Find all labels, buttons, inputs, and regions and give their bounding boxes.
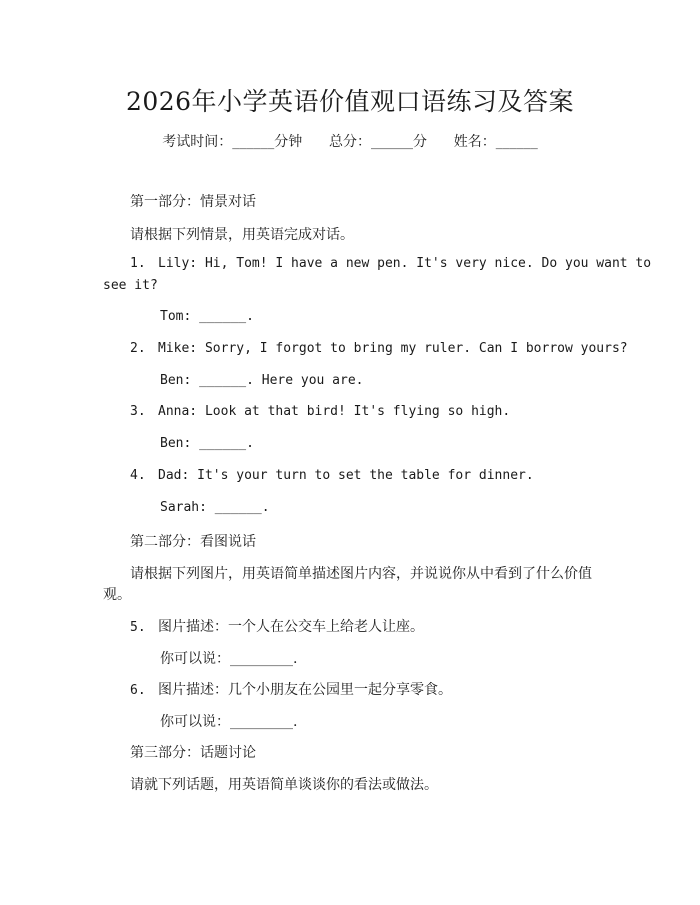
question-3-text: Anna: Look at that bird! It's flying so high. [158,404,511,419]
question-4 [130,468,534,483]
question-2-number: 2. [130,341,146,356]
question-1-answer: Tom: ______. [160,309,254,324]
question-3 [130,404,510,419]
question-1-continuation: see it? [103,278,158,293]
question-3-number: 3. [130,404,146,419]
question-2 [130,341,628,356]
part3-instruction: 请就下列话题，用英语简单谈谈你的看法或做法。 [130,777,438,793]
question-4-number: 4. [130,468,146,483]
question-6 [130,679,452,699]
document-title: 2026年小学英语价值观口语练习及答案 [125,87,575,116]
question-5-text: 图片描述：一个人在公交车上给老人让座。 [158,619,424,635]
part2-instruction-continuation: 观。 [103,587,131,603]
question-1 [130,256,651,271]
exam-meta-line: 考试时间：______分钟 总分：______分 姓名：______ [162,134,538,150]
question-5-answer: 你可以说：_________. [160,651,298,667]
part1-heading: 第一部分：情景对话 [130,194,256,210]
question-1-number: 1. [130,256,146,271]
question-4-text: Dad: It's your turn to set the table for dinner. [158,468,534,483]
part2-heading: 第二部分：看图说话 [130,534,256,550]
question-6-number: 6. [130,683,146,698]
question-2-answer: Ben: ______. Here you are. [160,373,364,388]
part2-instruction: 请根据下列图片，用英语简单描述图片内容，并说说你从中看到了什么价值 [130,566,592,582]
part1-instruction: 请根据下列情景，用英语完成对话。 [130,227,354,243]
question-5-number: 5. [130,620,146,635]
question-6-answer: 你可以说：_________. [160,714,298,730]
question-2-text: Mike: Sorry, I forgot to bring my ruler. Can I borrow yours? [158,341,628,356]
question-3-answer: Ben: ______. [160,436,254,451]
question-5 [130,616,424,636]
question-1-text: Lily: Hi, Tom! I have a new pen. It's very nice. Do you want to [158,256,652,271]
part3-heading: 第三部分：话题讨论 [130,745,256,761]
question-6-text: 图片描述：几个小朋友在公园里一起分享零食。 [158,682,452,698]
question-4-answer: Sarah: ______. [160,500,270,515]
